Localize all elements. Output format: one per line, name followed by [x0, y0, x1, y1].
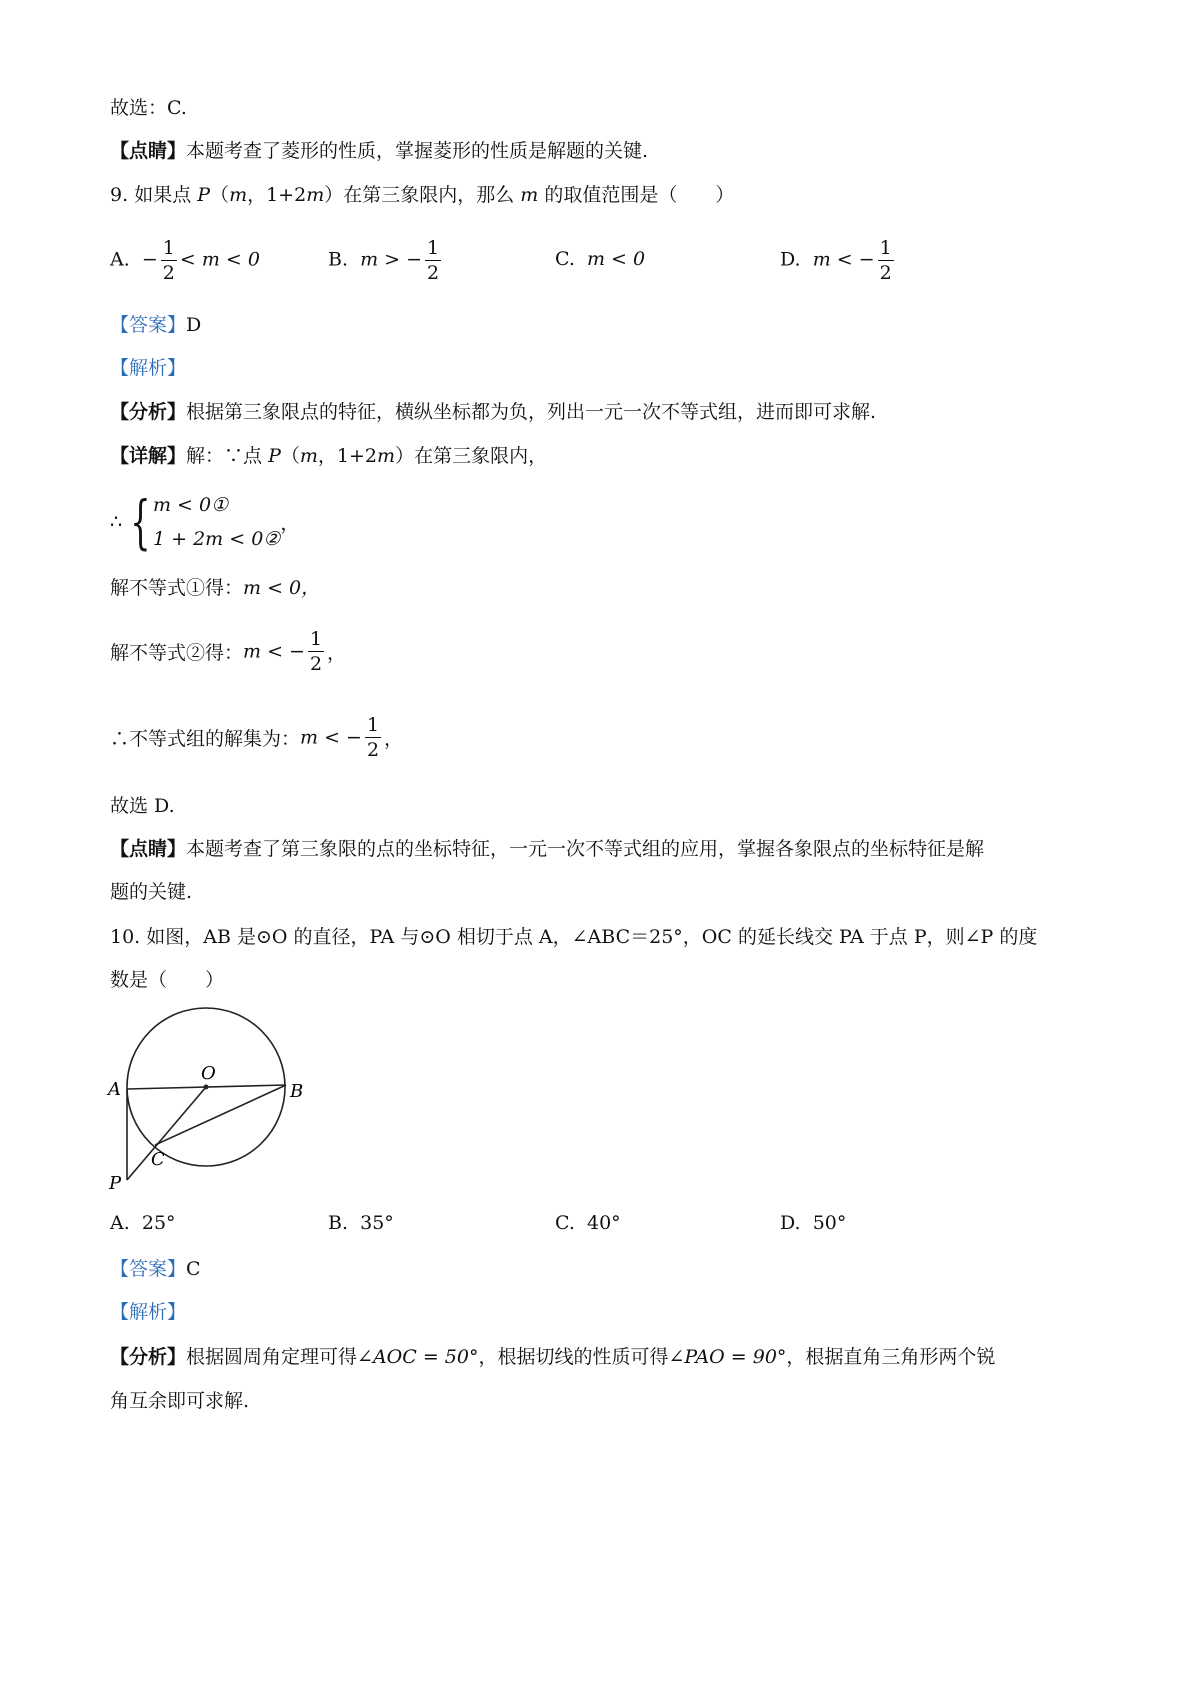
q10-answer: [110, 1256, 201, 1282]
q9-option-b: [328, 236, 444, 285]
brace-symbol: {: [130, 488, 151, 556]
q9-option-a: [110, 236, 260, 285]
q10-analysis-tag: 【解析】: [110, 1301, 187, 1323]
comment-tag: 【点睛】: [110, 140, 187, 162]
q9-coord-open: （: [210, 184, 230, 206]
q9-xiangjie: [110, 443, 547, 469]
q9-stem-a: 如果点: [134, 184, 192, 206]
q9-comment-line-2: 题的关键.: [110, 881, 193, 903]
comment-text: 本题考查了菱形的性质，掌握菱形的性质是解题的关键.: [186, 140, 649, 162]
solve2-post: ，: [327, 642, 347, 664]
option-post: < m < 0: [179, 248, 260, 271]
answer-value: C: [186, 1258, 201, 1280]
prev-comment: [110, 138, 648, 164]
q9-system: [110, 488, 299, 556]
point-p: P: [268, 445, 281, 467]
answer-tag: 【答案】: [110, 1258, 187, 1280]
q10-option-a: [110, 1212, 176, 1234]
q9-fenxi: [110, 399, 876, 425]
solve1-value: m < 0，: [243, 577, 321, 599]
option-letter: D.: [780, 248, 801, 271]
q10-geometry-figure: [106, 1005, 336, 1195]
option-letter: B.: [328, 248, 349, 271]
option-value: 40°: [587, 1212, 621, 1234]
xiangjie-text: 解：∵点: [186, 445, 263, 467]
angle-aoc: ∠AOC = 50°: [357, 1346, 479, 1368]
frac-num: 1: [427, 237, 440, 259]
q9-answer: [110, 312, 201, 338]
set-pre: m < −: [300, 726, 362, 749]
q10-option-c: [555, 1212, 621, 1234]
q9-solve-1: [110, 575, 320, 601]
fenxi-a: 根据圆周角定理可得: [186, 1346, 358, 1368]
label-b: B: [290, 1081, 304, 1102]
frac-num: 1: [366, 714, 380, 736]
option-letter: C.: [555, 1212, 575, 1234]
label-o: O: [201, 1063, 216, 1084]
q9-point-p: P: [197, 184, 211, 206]
option-pre: −: [141, 248, 158, 271]
frac-den: 2: [427, 262, 440, 284]
label-c: C: [151, 1149, 165, 1170]
q9-var-m-3: m: [520, 184, 539, 206]
q9-option-d: [780, 236, 897, 285]
option-letter: A.: [110, 1212, 130, 1234]
option-letter: B.: [328, 1212, 349, 1234]
prev-choose: 故选：C.: [110, 97, 187, 119]
q9-solution-set: [110, 713, 403, 762]
option-pre: m < 0: [587, 248, 646, 270]
solve1-label: 解不等式①得：: [110, 577, 244, 599]
frac-num: 1: [879, 237, 892, 259]
answer-value: D: [186, 314, 202, 336]
fenxi-c: ，根据直角三角形两个锐: [786, 1346, 996, 1368]
xiangjie-tail: ）在第三象限内，: [395, 445, 548, 467]
solve2-pre: m < −: [243, 640, 305, 663]
inequality-1: m < 0①: [153, 494, 229, 516]
option-fraction: [161, 236, 177, 285]
answer-tag: 【答案】: [110, 314, 187, 336]
set-label: ∴不等式组的解集为：: [110, 728, 301, 750]
q9-coord-sep: ，1+2: [247, 184, 307, 206]
inequality-2: 1 + 2m < 0②: [153, 528, 281, 550]
set-fraction: [365, 713, 381, 762]
label-a: A: [108, 1079, 121, 1100]
inequality-system: [153, 488, 280, 556]
var-m-2: m: [377, 445, 396, 467]
q9-analysis-tag: 【解析】: [110, 357, 187, 379]
q9-solve-2: [110, 627, 346, 676]
frac-num: 1: [309, 628, 323, 650]
fenxi-text: 根据第三象限点的特征，横纵坐标都为负，列出一元一次不等式组，进而即可求解.: [186, 401, 877, 423]
q9-stem: [110, 182, 734, 208]
option-pre: m < −: [812, 248, 875, 271]
q10-stem-line-1: 10. 如图，AB 是⊙O 的直径，PA 与⊙O 相切于点 A，∠ABC＝25°，OC 的延长线交 PA 于点 P，则∠P 的度: [110, 926, 1038, 948]
set-post: ，: [384, 728, 404, 750]
q10-option-b: [328, 1212, 394, 1234]
coord-open: （: [280, 445, 300, 467]
var-m: m: [299, 445, 318, 467]
q9-number: 9.: [110, 184, 129, 206]
solve2-fraction: [308, 627, 324, 676]
option-letter: D.: [780, 1212, 801, 1234]
frac-den: 2: [366, 739, 380, 761]
xiangjie-tag: 【详解】: [110, 445, 187, 467]
q9-var-m: m: [229, 184, 248, 206]
q9-coord-close: ）在第三象限内，那么: [324, 184, 515, 206]
fenxi-tag: 【分析】: [110, 1346, 187, 1368]
solve2-label: 解不等式②得：: [110, 642, 244, 664]
therefore-symbol: ∴: [110, 511, 123, 533]
frac-den: 2: [309, 653, 323, 675]
angle-pao: ∠PAO = 90°: [668, 1346, 787, 1368]
chord-bc: [155, 1085, 286, 1145]
fenxi-tag: 【分析】: [110, 401, 187, 423]
q10-fenxi-line-2: 角互余即可求解.: [110, 1390, 250, 1412]
q9-var-m-2: m: [306, 184, 325, 206]
option-fraction: [425, 236, 441, 285]
frac-den: 2: [162, 262, 175, 284]
line-op: [127, 1087, 206, 1180]
option-letter: A.: [110, 248, 130, 271]
option-fraction: [878, 236, 894, 285]
option-letter: C.: [555, 248, 575, 270]
frac-den: 2: [879, 262, 892, 284]
q10-fenxi-line-1: [110, 1344, 995, 1370]
q9-option-c: [555, 248, 645, 270]
option-value: 50°: [812, 1212, 847, 1234]
option-value: 35°: [360, 1212, 394, 1234]
label-p: P: [109, 1173, 122, 1194]
q10-option-d: [780, 1212, 846, 1234]
option-pre: m > −: [360, 248, 423, 271]
center-point-o: [204, 1085, 209, 1090]
comment-tag: 【点睛】: [110, 838, 187, 860]
system-comma: ，: [280, 512, 300, 535]
q9-stem-b: 的取值范围是（ ）: [544, 184, 735, 206]
q9-choose: 故选 D.: [110, 795, 175, 817]
comment-text-1: 本题考查了第三象限的点的坐标特征，一元一次不等式组的应用，掌握各象限点的坐标特征是解: [186, 838, 985, 860]
q10-stem-line-2: 数是（ ）: [110, 969, 225, 991]
option-value: 25°: [141, 1212, 176, 1234]
frac-num: 1: [162, 237, 175, 259]
q9-comment-line-1: [110, 836, 984, 862]
fenxi-b: ，根据切线的性质可得: [478, 1346, 669, 1368]
coord-sep: ，1+2: [317, 445, 378, 467]
